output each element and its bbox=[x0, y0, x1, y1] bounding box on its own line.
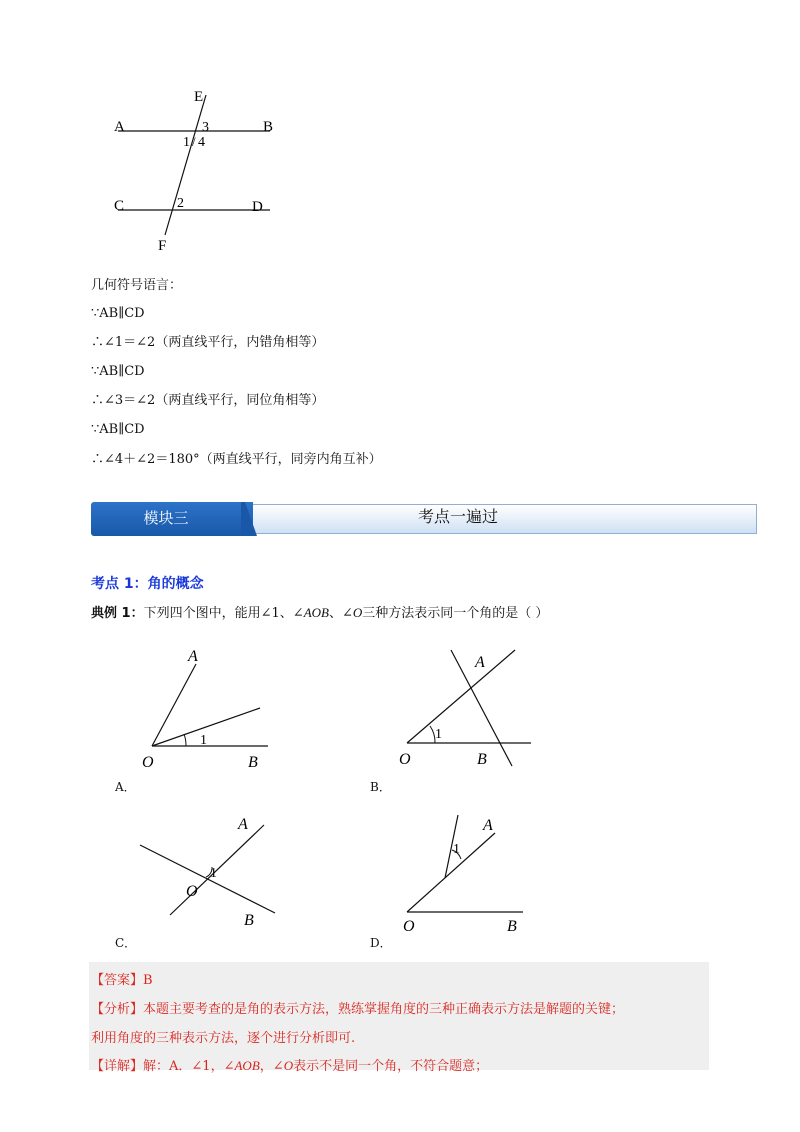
module-banner bbox=[91, 502, 757, 536]
opt-b-label-1: 1 bbox=[435, 727, 442, 742]
banner-left-tab bbox=[91, 502, 253, 536]
question-angle-o-sym: ∠ bbox=[341, 606, 353, 621]
angle-label-3: 3 bbox=[202, 120, 209, 135]
analysis-line-1 bbox=[91, 998, 624, 1017]
detail-o: O bbox=[283, 1058, 294, 1073]
banner-subtitle: 考点一遍过 bbox=[418, 507, 499, 526]
symbolic-line-3: ∵AB∥CD bbox=[91, 364, 145, 379]
angle-label-2: 2 bbox=[177, 196, 184, 211]
detail-tag: 【详解】 bbox=[91, 1059, 144, 1074]
opt-c-label-o: O bbox=[186, 883, 198, 900]
detail-line bbox=[91, 1055, 488, 1074]
label-a: A bbox=[114, 119, 125, 135]
banner-right-panel bbox=[243, 504, 757, 534]
symbolic-line-5: ∵AB∥CD bbox=[91, 422, 145, 437]
opt-d-label-o: O bbox=[403, 918, 415, 935]
detail-comma: ， bbox=[259, 1059, 273, 1074]
analysis-tag: 【分析】 bbox=[91, 1002, 144, 1017]
question-label: 典例 1： bbox=[91, 606, 144, 621]
answer-line bbox=[91, 969, 153, 988]
option-d-figure bbox=[395, 805, 535, 935]
line-ef bbox=[165, 95, 206, 235]
analysis-line-2: 利用角度的三种表示方法，逐个进行分析即可. bbox=[91, 1031, 356, 1046]
symbolic-line-6: ∴∠4＋∠2＝180°（两直线平行，同旁内角互补） bbox=[91, 452, 382, 467]
opt-b-label-b: B bbox=[477, 751, 487, 768]
question-text bbox=[91, 602, 548, 621]
option-a-label: A． bbox=[115, 780, 136, 794]
symbolic-line-4: ∴∠3＝∠2（两直线平行，同位角相等） bbox=[91, 393, 325, 408]
symbolic-line-2: ∴∠1＝∠2（两直线平行，内错角相等） bbox=[91, 335, 325, 350]
opt-a-label-o: O bbox=[142, 754, 154, 771]
question-angle-o: O bbox=[352, 605, 363, 620]
label-e: E bbox=[194, 89, 204, 105]
opt-a-label-1: 1 bbox=[200, 733, 207, 748]
label-b: B bbox=[263, 119, 274, 135]
slash-mark: / bbox=[192, 134, 196, 149]
question-angle-aob-sym: ∠ bbox=[292, 606, 304, 621]
symbolic-line-1: ∵AB∥CD bbox=[91, 306, 145, 321]
detail-angle-1: ∠1， bbox=[191, 1059, 224, 1074]
banner-module-title: 模块三 bbox=[143, 509, 189, 527]
angle-label-4: 4 bbox=[198, 135, 205, 150]
label-f: F bbox=[158, 238, 167, 254]
section-heading: 考点 1：角的概念 bbox=[91, 576, 204, 592]
option-a-figure bbox=[140, 640, 280, 775]
answer-value: B bbox=[143, 973, 153, 988]
symbolic-heading: 几何符号语言： bbox=[91, 278, 183, 293]
option-c-figure bbox=[130, 805, 280, 935]
analysis-text-1: 本题主要考查的是角的表示方法，熟练掌握角度的三种正确表示方法是解题的关键； bbox=[143, 1002, 625, 1017]
opt-d-label-1: 1 bbox=[453, 842, 460, 857]
detail-o-sym: ∠ bbox=[272, 1059, 284, 1074]
opt-d-label-b: B bbox=[507, 918, 517, 935]
question-part-a: 下列四个图中，能用 bbox=[143, 606, 261, 621]
opt-c-label-b: B bbox=[244, 912, 254, 929]
label-c: C bbox=[114, 198, 125, 214]
opt-a-label-a: A bbox=[188, 648, 198, 665]
parallel-lines-figure bbox=[110, 85, 290, 255]
detail-aob-sym: ∠ bbox=[223, 1059, 235, 1074]
option-d-label: D． bbox=[370, 936, 392, 950]
opt-a-label-b: B bbox=[248, 754, 258, 771]
answer-tag: 【答案】 bbox=[91, 973, 144, 988]
option-c-label: C． bbox=[115, 936, 137, 950]
opt-b-label-o: O bbox=[399, 751, 411, 768]
opt-d-label-a: A bbox=[483, 817, 493, 834]
question-sep-1: 、 bbox=[279, 606, 293, 621]
detail-part-a: 解：A． bbox=[143, 1059, 192, 1074]
label-d: D bbox=[252, 199, 263, 215]
opt-c-label-a: A bbox=[238, 816, 248, 833]
question-angle-aob: AOB bbox=[303, 605, 329, 620]
question-sep-2: 、 bbox=[328, 606, 342, 621]
question-angle-1: ∠1 bbox=[260, 606, 280, 621]
opt-b-label-a: A bbox=[475, 654, 485, 671]
question-part-b: 三种方法表示同一个角的是（ ） bbox=[362, 606, 549, 621]
option-b-figure bbox=[395, 640, 540, 775]
detail-aob: AOB bbox=[234, 1058, 260, 1073]
option-b-label: B． bbox=[370, 780, 391, 794]
angle-label-1: 1 bbox=[183, 135, 190, 150]
detail-part-b: 表示不是同一个角，不符合题意； bbox=[293, 1059, 489, 1074]
opt-c-label-1: 1 bbox=[210, 866, 217, 881]
